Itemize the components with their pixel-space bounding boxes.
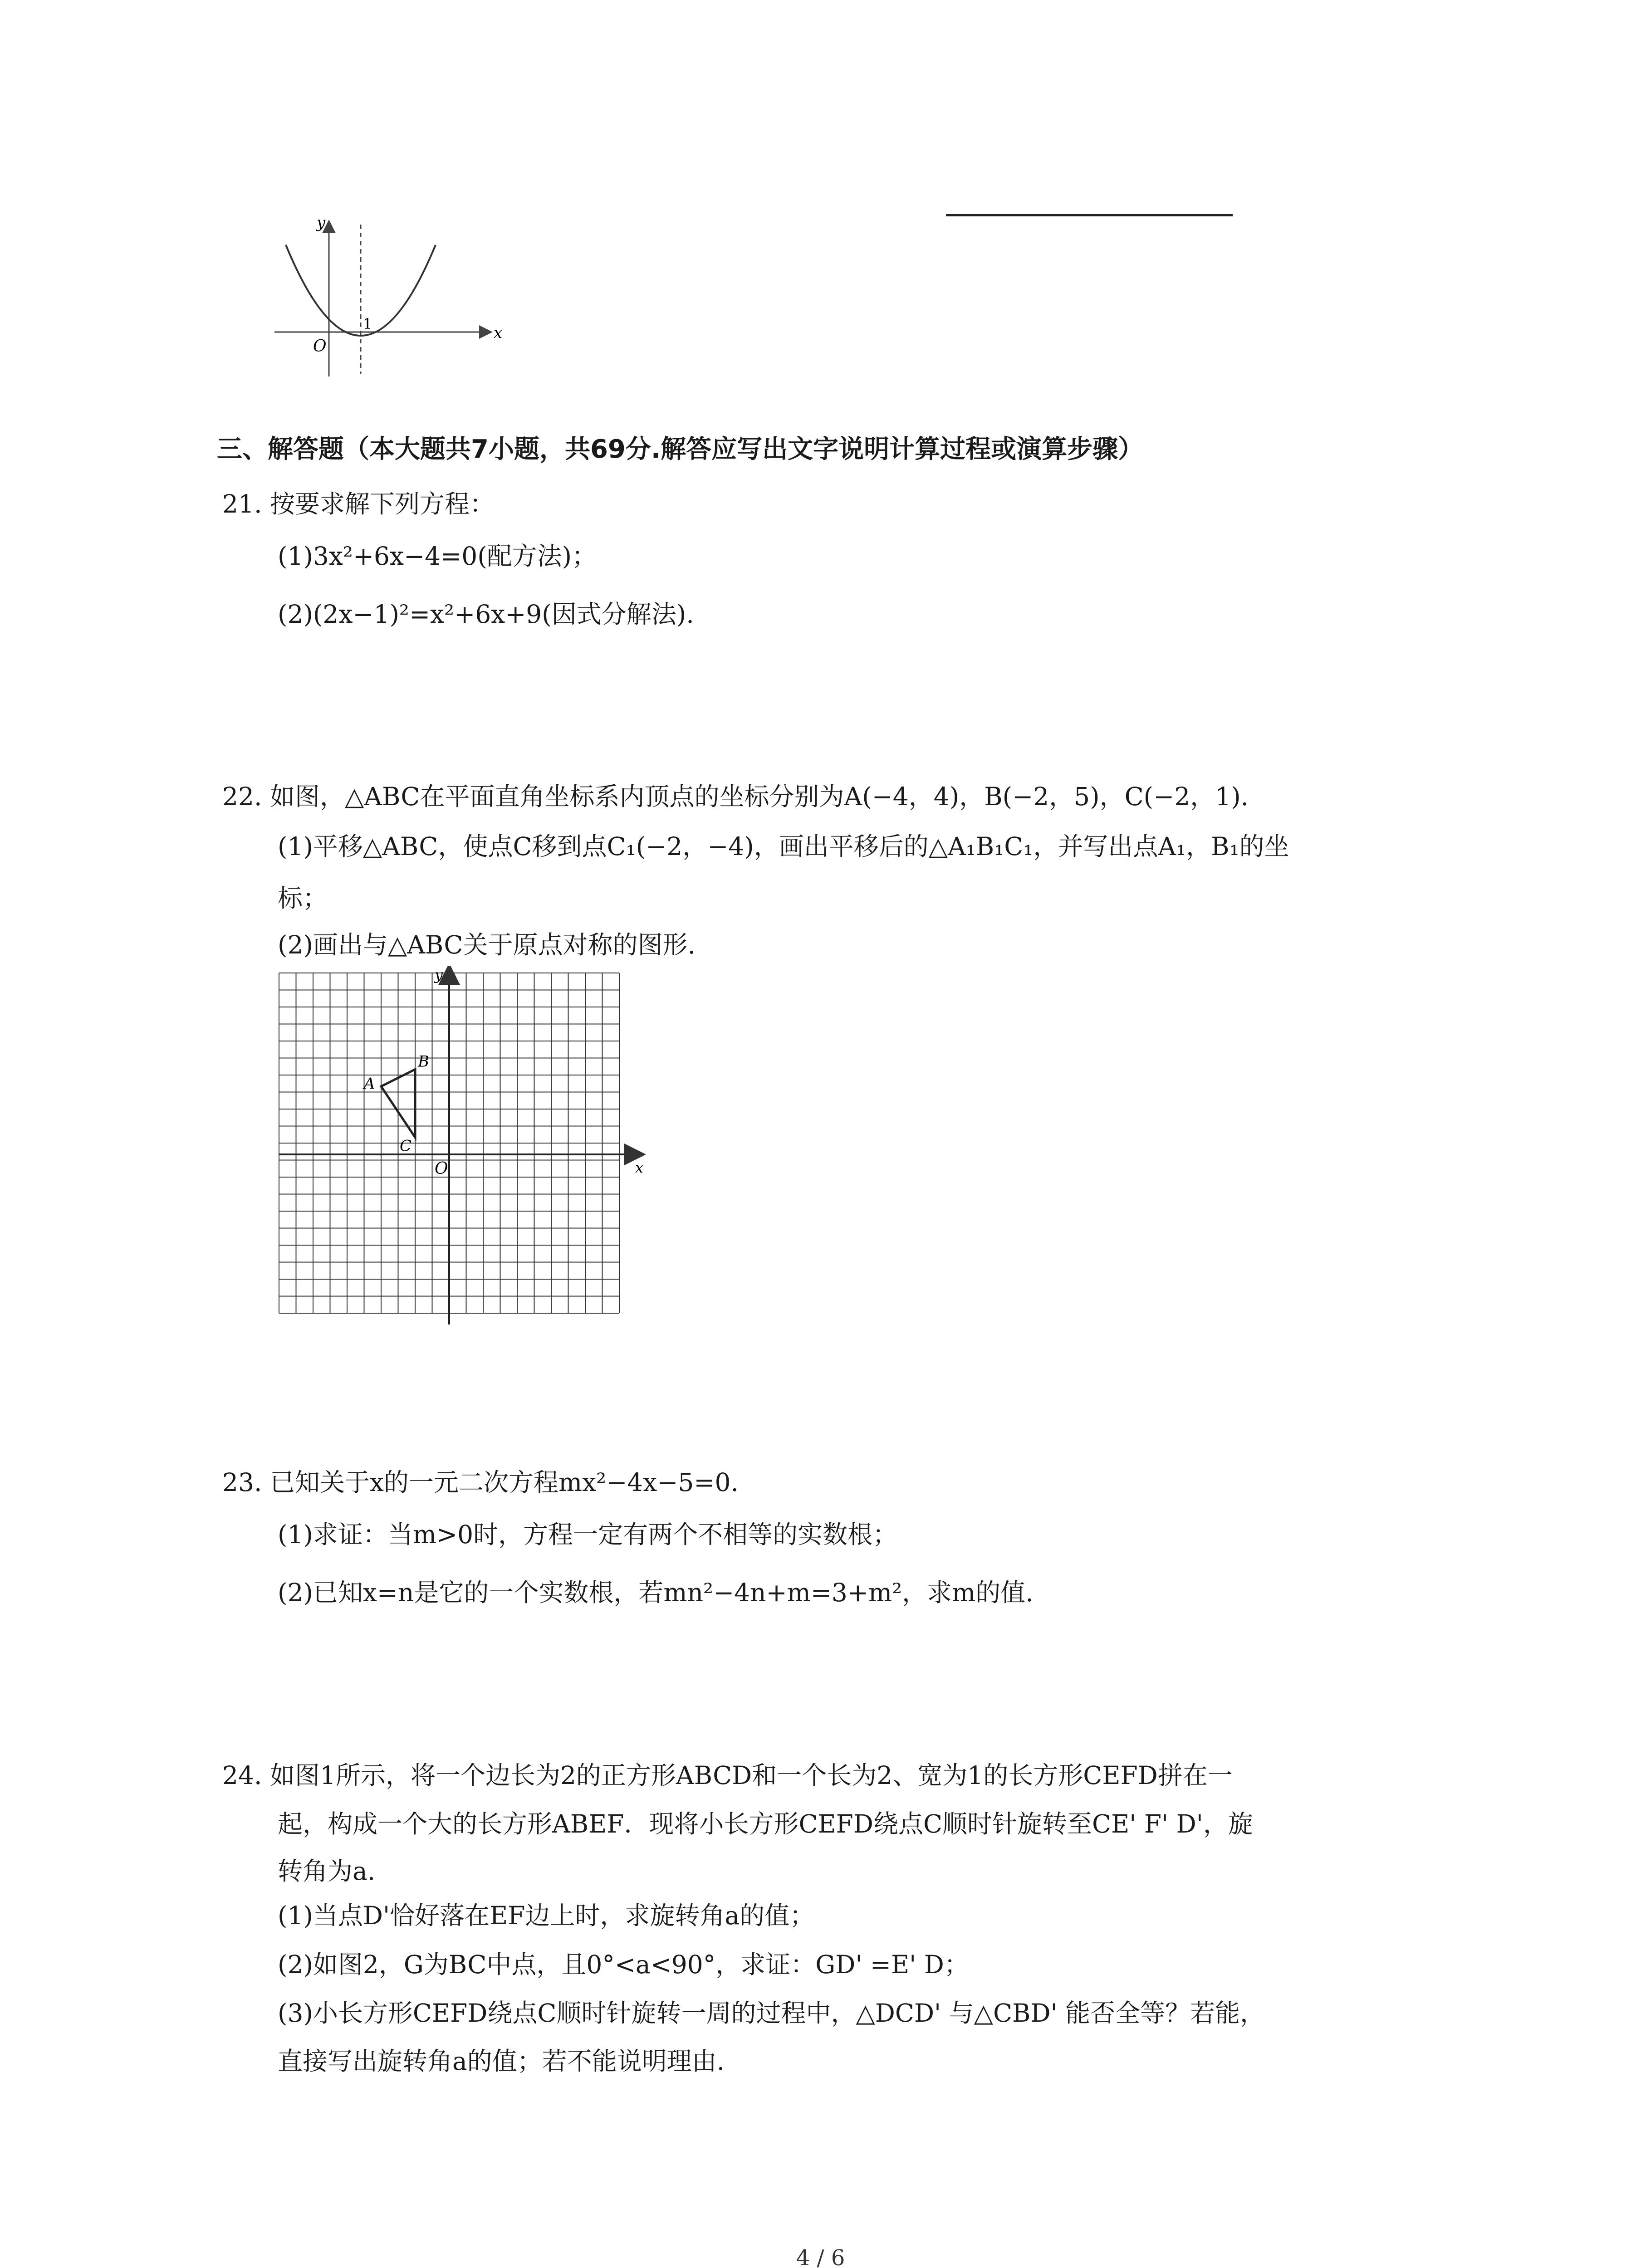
grid-label-origin: O [435, 1159, 448, 1178]
q24-part3-line1: (3)小长方形CEFD绕点C顺时针旋转一周的过程中，△DCD' 与△CBD' 能否全等？若能， [278, 1999, 1265, 2028]
q24-stem-line1: 24. 如图1所示，将一个边长为2的正方形ABCD和一个长为2、宽为1的长方形CEFD拼在一 [222, 1761, 1233, 1790]
q21-part2: (2)(2x−1)²=x²+6x+9(因式分解法). [278, 600, 694, 629]
q21-stem: 21. 按要求解下列方程： [222, 489, 495, 518]
q23-stem: 23. 已知关于x的一元二次方程mx²−4x−5=0. [222, 1468, 739, 1497]
q22-part2: (2)画出与△ABC关于原点对称的图形. [278, 930, 696, 959]
section-title: 三、解答题（本大题共7小题，共69分.解答应写出文字说明计算过程或演算步骤） [217, 435, 1144, 464]
label-y: y [317, 214, 326, 232]
q24-part2: (2)如图2，G为BC中点，且0°<a<90°，求证：GD' =E' D； [278, 1950, 969, 1979]
vertex-label-c: C [400, 1137, 412, 1155]
label-x: x [494, 324, 503, 342]
q22-part1-line2: 标； [278, 884, 328, 913]
vertex-label-a: A [364, 1075, 375, 1093]
q21-part1: (1)3x²+6x−4=0(配方法)； [278, 542, 597, 571]
grid-label-y: y [435, 966, 443, 983]
vertex-label-b: B [418, 1052, 429, 1071]
q22-part1-line1: (1)平移△ABC，使点C移到点C₁(−2，−4)，画出平移后的△A₁B₁C₁，并写出点A₁，B₁的坐 [278, 832, 1289, 861]
q23-part1: (1)求证：当m>0时，方程一定有两个不相等的实数根； [278, 1520, 898, 1549]
q24-part3-line2: 直接写出旋转角a的值；若不能说明理由. [278, 2047, 725, 2076]
coordinate-grid-figure [272, 966, 649, 1338]
parabola-figure [272, 213, 508, 386]
q22-stem: 22. 如图，△ABC在平面直角坐标系内顶点的坐标分别为A(−4，4)，B(−2，5)，C(−2，1). [222, 782, 1249, 811]
q24-part1: (1)当点D'恰好落在EF边上时，求旋转角a的值； [278, 1901, 815, 1930]
q24-stem-line2: 起，构成一个大的长方形ABEF．现将小长方形CEFD绕点C顺时针旋转至CE' F' D'，旋 [278, 1809, 1253, 1838]
label-one: 1 [363, 315, 372, 332]
page-number: 4 / 6 [796, 2245, 845, 2268]
grid-label-x: x [635, 1159, 644, 1176]
q23-part2: (2)已知x=n是它的一个实数根，若mn²−4n+m=3+m²，求m的值. [278, 1578, 1034, 1607]
label-origin: O [313, 337, 327, 356]
q24-stem-line3: 转角为a. [278, 1857, 376, 1886]
answer-blank-line [946, 214, 1233, 216]
